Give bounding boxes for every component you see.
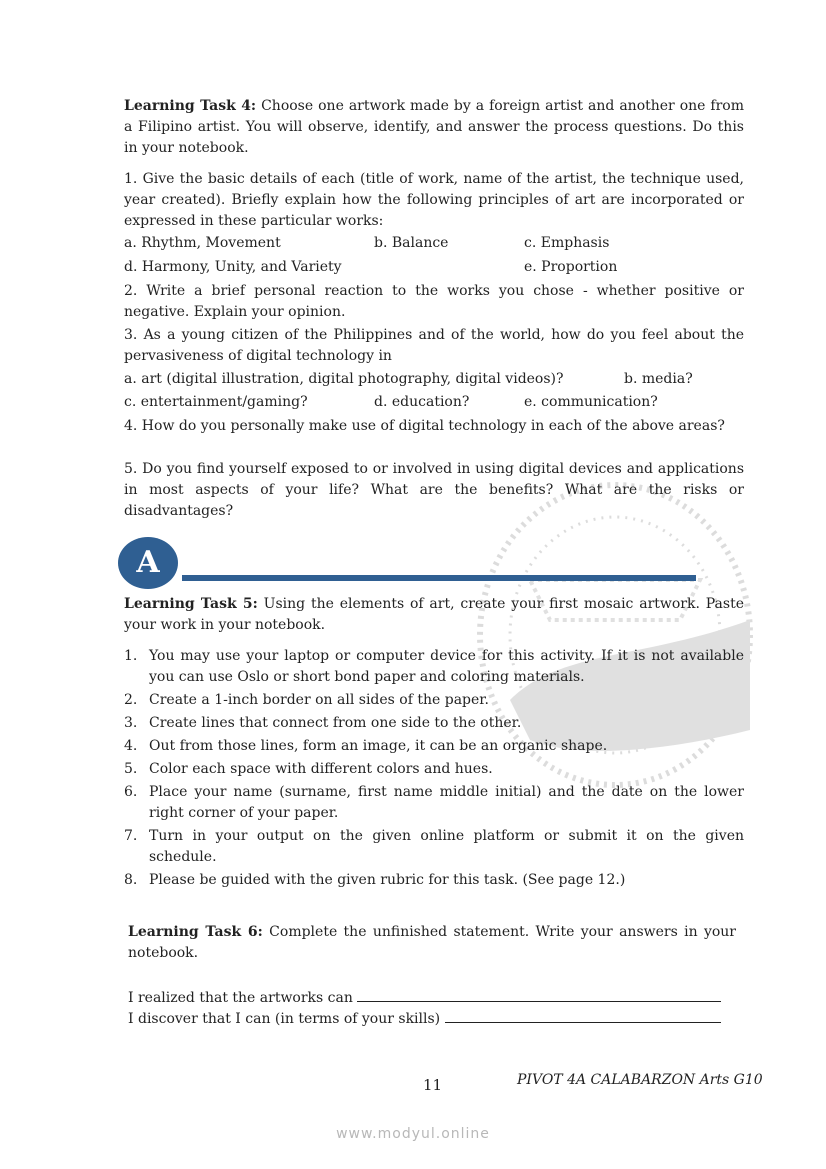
page-number: 11 <box>423 1076 443 1094</box>
task5-step: 1. You may use your laptop or computer device for this activity. If it is not available you can use Oslo or short bond paper and coloring materials. <box>124 648 744 685</box>
q1-option-e: e. Proportion <box>524 259 618 275</box>
task5-step: 2. Create a 1-inch border on all sides of the paper. <box>124 691 489 708</box>
q3-option-b: b. media? <box>624 371 693 387</box>
q3-option-c: c. entertainment/gaming? <box>124 394 308 410</box>
task5-intro <box>124 594 744 636</box>
q3-option-d: d. education? <box>374 394 470 410</box>
task4-intro-text: Choose one artwork made by a foreign artist and another one from a Filipino artist. You will observe, identify, and answer the process questions. Do this in your notebook. <box>124 98 744 156</box>
task4-question-4: 4. How do you personally make use of digital technology in each of the above areas? <box>124 418 725 434</box>
q1-option-d: d. Harmony, Unity, and Variety <box>124 259 342 275</box>
task6-intro-text: Complete the unfinished statement. Write your answers in your notebook. <box>128 924 736 961</box>
answer-blank-2[interactable] <box>445 1008 721 1023</box>
task4-question-3: 3. As a young citizen of the Philippines and of the world, how do you feel about the pervasiveness of digital technology in <box>124 327 744 364</box>
task5-label: Learning Task 5: <box>124 596 258 612</box>
task5-step: 7. Turn in your output on the given online platform or submit it on the given schedule. <box>124 828 744 865</box>
task4-question-5: 5. Do you find yourself exposed to or involved in using digital devices and applications in most aspects of your life? What are the benefits? What are the risks or disadvantages? <box>124 461 744 519</box>
task6-statement-1: I realized that the artworks can <box>128 987 721 1009</box>
footer-title: PIVOT 4A CALABARZON Arts G10 <box>517 1072 763 1088</box>
task4-label: Learning Task 4: <box>124 98 257 114</box>
q1-option-a: a. Rhythm, Movement <box>124 235 281 251</box>
q3-option-a: a. art (digital illustration, digital photography, digital videos)? <box>124 371 564 387</box>
task5-step: 8. Please be guided with the given rubric for this task. (See page 12.) <box>124 871 626 888</box>
website-watermark: www.modyul.online <box>336 1126 490 1142</box>
task4-question-2: 2. Write a brief personal reaction to the works you chose - whether positive or negative. Explain your opinion. <box>124 283 744 320</box>
section-divider-rule <box>182 575 696 581</box>
task6-intro <box>128 922 736 964</box>
q3-option-e: e. communication? <box>524 394 658 410</box>
task5-intro-text: Using the elements of art, create your first mosaic artwork. Paste your work in your notebook. <box>124 596 745 633</box>
task5-steps-list <box>124 646 744 893</box>
task4-q1-options-row1 <box>124 233 744 254</box>
task5-step: 3. Create lines that connect from one side to the other. <box>124 714 522 731</box>
task6-label: Learning Task 6: <box>128 924 263 940</box>
section-a-badge: A <box>118 537 178 589</box>
task5-step: 4. Out from those lines, form an image, it can be an organic shape. <box>124 738 608 755</box>
task5-step: 5. Color each space with different colors and hues. <box>124 761 493 778</box>
task4-q3-options-row1 <box>124 369 744 390</box>
task4-question-1: 1. Give the basic details of each (title of work, name of the artist, the technique used, year created). Briefly explain how the following principles of art are incorporated or expressed in these particular works: <box>124 171 744 229</box>
task4-intro <box>124 96 744 159</box>
task5-step: 6. Place your name (surname, first name middle initial) and the date on the lower right corner of your paper. <box>124 784 744 821</box>
task4-q3-options-row2 <box>124 392 744 413</box>
q1-option-b: b. Balance <box>374 235 449 251</box>
q1-option-c: c. Emphasis <box>524 235 610 251</box>
task6-statement-2: I discover that I can (in terms of your skills) <box>128 1008 721 1030</box>
task4-q1-options-row2 <box>124 257 744 278</box>
answer-blank-1[interactable] <box>357 987 721 1002</box>
